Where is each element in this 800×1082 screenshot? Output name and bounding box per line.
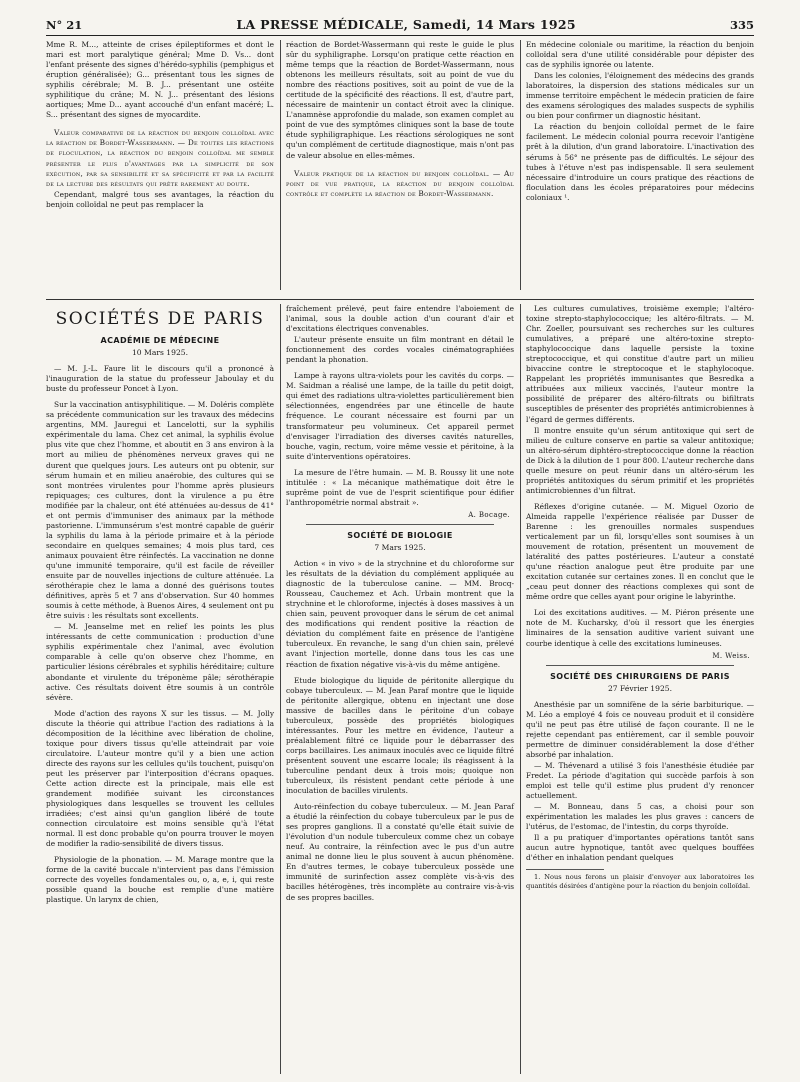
paragraph: Cependant, malgré tous ses avantages, la réaction du benjoin colloïdal ne peut pas remplacer la xyxy=(46,189,274,209)
footnote: 1. Nous nous ferons un plaisir d'envoyer aux laboratoires les quantités désirées d'antigène pour la réaction du benjoin colloïdal. xyxy=(526,873,754,890)
top-column-3 xyxy=(526,40,754,204)
page-header xyxy=(46,10,754,36)
column-divider xyxy=(280,40,281,290)
paragraph: Réflexes d'origine cutanée. — M. Miguel Ozorio de Almeida rappelle l'expérience réalisée par Dusser de Barenne : les grenouilles normales suspendues verticalement par un fil, lorsqu'elles sont soumises à un mouvement de rotation, présentent un mouvement de latéralité des pattes postérieures. L'auteur a constaté qu'une réaction analogue peut être produite par une excitation cutanée sur certaines zones. Il en conclut que le „ceau peut donner des réactions complexes qui sont de même ordre que celles ayant pour origine le labyrinthe. xyxy=(526,501,754,602)
paragraph: — M. Bonneau, dans 5 cas, a choisi pour son expérimentation les malades les plus graves : cancers de l'utérus, de l'estomac, de l'intestin, du corps thyroïde. xyxy=(526,802,754,832)
session-date: 27 Février 1925. xyxy=(607,683,673,693)
paragraph: — M. Jeanselme met en relief les points les plus intéressants de cette communication : production d'une syphilis expérimentale chez l'animal, avec évolution comparable à celle qu'on observe chez l'homme, en particulier lésions cérébrales et syphilis héréditaire; culture abondante et virulente du tréponème pâle; sérothérapie active. Ces résultats doivent être soumis à un contrôle sévère. xyxy=(46,622,274,702)
societes-section xyxy=(46,304,754,1074)
divider xyxy=(546,665,734,666)
section-title: SOCIÉTÉS DE PARIS xyxy=(55,309,265,329)
paragraph: Les cultures cumulatives, troisième exemple; l'altéro-toxine strepto-staphylococcique; les altéro-filtrats. — M. Chr. Zoeller, poursuivant ses recherches sur les cultures cumulatives, a préparé une altéro-toxine strepto-staphylococcique dans laquelle persiste la toxine streptococcique, et qui constitue d'autre part un milieu bivaccine contre le streptocoque et le staphylocoque. Rappelant les propriétés immunisantes que Besredka a attribuées aux milieux vaccinés, l'auteur montre la possibilité de préparer des altéro-filtrats ou bifiltrats susceptibles de présenter des propriétés antimicrobiennes à l'égard de germes différents. xyxy=(526,304,754,424)
column-divider xyxy=(280,304,281,1074)
issue-number: N° 21 xyxy=(46,18,83,32)
paragraph: La mesure de l'être humain. — M. B. Roussy lit une note intitulée : « La mécanique mathématique doit être le suprême point de vue de l'esprit scientifique pour édifier l'anthropométrie normal abstrait ». xyxy=(286,467,514,507)
paragraph: Mode d'action des rayons X sur les tissus. — M. Jolly discute la théorie qui attribue l'action des radiations à la décomposition de la lécithine avec libération de choline, toxique pour divers tissus qu'elle atteindrait par voie circulatoire. L'auteur montre qu'il y a bien une action directe des rayons sur les cellules qu'ils touchent, puisqu'on peut les préserver par l'interposition d'écrans opaques. Cette action directe est la principale, mais elle est grandement modifiée suivant les circonstances physiologiques dans lesquelles se trouvent les cellules irradiées; c'est ainsi qu'un ganglion libéré de toute connection circulatoire est moins sensible qu'à l'état normal. Il est donc probable qu'on pourra trouver le moyen de modifier la radio-sensibilité de divers tissus. xyxy=(46,708,274,849)
top-article xyxy=(46,40,754,295)
section-divider xyxy=(46,299,754,300)
paragraph: Etude biologique du liquide de péritonite allergique du cobaye tuberculeux. — M. Jean Paraf montre que le liquide de péritonite allergique, obtenu en injectant une dose massive de bacilles dans le péritoine d'un cobaye tuberculeux, possède des propriétés biologiques intéressantes. Pour les mettre en évidence, l'auteur a préalablement filtré ce liquide pour le débarrasser des corps bacillaires. Les animaux inoculés avec ce liquide filtré présentent souvent une escarre locale; ils réagissent à la tuberculine pendant deux à trois mois; quoique non tuberculeux, ils résistent pendant cette période à une inoculation de bacilles virulents. xyxy=(286,675,514,796)
paragraph: Valeur pratique de la réaction du benjoin colloïdal. — Au point de vue pratique, la réaction du benjoin colloïdal contrôle et complète la réaction de Bordet-Wassermann. xyxy=(286,168,514,198)
paragraph: fraîchement prélevé, peut faire entendre l'aboiement de l'animal, sous la double action d'un courant d'air et d'excitations électriques convenables. xyxy=(286,304,514,334)
paragraph: Il montre ensuite qu'un sérum antitoxique qui sert de milieu de culture conserve en partie sa valeur antitoxique; un altéro-sérum diphtéro-streptococcique donne la réaction de Dick à la dilution de 1 pour 800. L'auteur recherche dans quelle mesure on peut réunir dans un altéro-sérum les propriétés antitoxiques du sérum primitif et les propriétés antimicrobiennes d'un filtrat. xyxy=(526,425,754,495)
bottom-column-3 xyxy=(526,304,754,891)
signature: M. Weiss. xyxy=(712,651,750,660)
signature: A. Bocage. xyxy=(468,510,510,519)
divider xyxy=(306,524,494,525)
paragraph: La réaction du benjoin colloïdal permet de le faire facilement. Le médecin colonial pourra recevoir l'antigène prêt à la dilution, d'un grand laboratoire. L'inactivation des sérums à 56° ne présente pas de difficultés. Le séjour des tubes à l'étuve n'est pas indispensable. Il sera seulement nécessaire d'introduire un cours pratique des réactions de floculation dans les écoles préparatoires pour médecins coloniaux ¹. xyxy=(526,122,754,202)
bottom-column-1 xyxy=(46,304,274,907)
paragraph: Valeur comparative de la réaction du benjoin colloïdal avec la réaction de Bordet-Wassermann. — De toutes les réactions de floculation, la réaction du benjoin colloïdal me semble présenter le plus d'avantages par la simplicité de son exécution, par sa sensibilité et sa spécificité et par la facilité de la lecture des résultats qui prête rarement au doute. xyxy=(46,128,274,188)
paragraph: Mme R. M..., atteinte de crises épileptiformes et dont le mari est mort paralytique général; Mme D. Vs... dont l'enfant présente des signes d'hérédo-syphilis (pemphigus et éruption généralisée); G... présentant tous les signes de syphilis cérébrale; M. B. J... présentant une ostéite syphilitique du crâne; M. N. J... présentant des lésions aortiques; Mme D... ayant accouché d'un enfant macéré; L. S... présentant des signes de myocardite. xyxy=(46,40,274,120)
paragraph: Action « in vivo » de la strychnine et du chloroforme sur les résultats de la déviation du complément appliquée au diagnostic de la tuberculose canine. — MM. Brocq-Rousseau, Cauchemez et Ach. Urbain montrent que la strychnine et le chloroforme, injectés à doses massives à un chien sain, peuvent provoquer dans le sérum de cet animal des modifications qui rendent positive la réaction de déviation du complément faite en présence de l'antigène tuberculeux. En revanche, le sang d'un chien sain, prélevé avant l'injection mortelle, donne dans tous les cas une réaction de fixation négative vis-à-vis du même antigène. xyxy=(286,559,514,669)
paragraph: Auto-réinfection du cobaye tuberculeux. — M. Jean Paraf a étudié la réinfection du cobaye tuberculeux par le pus de ses propres ganglions. Il a constaté qu'elle était suivie de l'évolution d'un nodule tuberculeux comme chez un cobaye neuf. Au contraire, la réinfection avec le pus d'un autre animal ne donne lieu le plus souvent à aucun phénomène. En d'autres termes, le cobaye tuberculeux possède une immunité de surinfection assez complète vis-à-vis des bacilles hétérogènes, très incomplète au contraire vis-à-vis de ses propres bacilles. xyxy=(286,802,514,902)
paragraph: En médecine coloniale ou maritime, la réaction du benjoin colloïdal sera d'une utilité considérable pour dépister des cas de syphilis ignorée ou latente. xyxy=(526,40,754,70)
session-date: 7 Mars 1925. xyxy=(374,542,426,552)
paragraph: Loi des excitations auditives. — M. Piéron présente une note de M. Kucharsky, d'où il ressort que les énergies liminaires de la sensation auditive varient suivant une courbe identique à celle des excitations lumineuses. xyxy=(526,608,754,648)
top-column-2 xyxy=(286,40,514,200)
society-heading: SOCIÉTÉ DES CHIRURGIENS DE PARIS xyxy=(550,671,730,681)
journal-title: LA PRESSE MÉDICALE, Samedi, 14 Mars 1925 xyxy=(236,17,576,32)
bottom-column-2 xyxy=(286,304,514,904)
society-heading: SOCIÉTÉ DE BIOLOGIE xyxy=(347,530,453,540)
paragraph: Lampe à rayons ultra-violets pour les cavités du corps. — M. Saidman a réalisé une lampe, de la taille du petit doigt, qui émet des radiations ultra-violettes particulièrement bien sélectionnées, engendrées par une étincelle de haute fréquence. Le courant nécessaire est fourni par un transformateur peu volumineux. Cet appareil permet d'envisager l'irradiation des diverses cavités naturelles, bouche, vagin, rectum, voire même vessie et péritoine, à la suite d'interventions opératoires. xyxy=(286,371,514,461)
paragraph: L'auteur présente ensuite un film montrant en détail le fonctionnement des cordes vocales cinématographiées pendant la phonation. xyxy=(286,335,514,365)
paragraph: — M. J.-L. Faure lit le discours qu'il a prononcé à l'inauguration de la statue du professeur Jaboulay et du buste du professeur Poncet à Lyon. xyxy=(46,364,274,394)
paragraph: Dans les colonies, l'éloignement des médecins des grands laboratoires, la dispersion des stations médicales sur un immense territoire empêchent le médecin praticien de faire des examens sérologiques des malades suspects de syphilis ou bien pour confirmer un diagnostic hésitant. xyxy=(526,71,754,121)
session-date: 10 Mars 1925. xyxy=(131,348,189,358)
paragraph: réaction de Bordet-Wassermann qui reste le guide le plus sûr du syphiligraphe. Lorsqu'on pratique cette réaction en même temps que la réaction de Bordet-Wassermann, nous obtenons les meilleurs résultats, soit au point de vue du nombre des réactions positives, soit au point de vue de la certitude de la spécificité des réactions. Il est, d'autre part, nécessaire de maintenir un contact étroit avec la clinique. L'anamnèse approfondie du malade, son examen complet au point de vue des symptômes cliniques sont la base de toute étude syphiligraphique. Les réactions sérologiques ne sont qu'un complément de certitude diagnostique, mais n'ont pas de valeur absolue en elles-mêmes. xyxy=(286,40,514,160)
paragraph: Physiologie de la phonation. — M. Marage montre que la forme de la cavité buccale n'intervient pas dans l'émission correcte des voyelles fondamentales ou, o, a, e, i, qui reste possible quand la bouche est remplie d'une matière plastique. Un larynx de chien, xyxy=(46,855,274,905)
paragraph: Il a pu pratiquer d'importantes opérations tantôt sans aucun autre hypnotique, tantôt avec quelques bouffées d'éther en inhalation pendant quelques xyxy=(526,833,754,863)
top-column-1 xyxy=(46,40,274,211)
footnote-rule xyxy=(526,869,604,870)
page-number: 335 xyxy=(729,18,754,32)
society-heading: ACADÉMIE DE MÉDECINE xyxy=(100,336,220,345)
paragraph: Anesthésie par un somnifène de la série barbiturique. — M. Léo a employé 4 fois ce nouveau produit et il considère qu'il ne peut pas être utilisé de façon courante. Il ne le rejette cependant pas entièrement, car il semble pouvoir permettre de diminuer considérablement la dose d'éther absorbé par inhalation. xyxy=(526,699,754,759)
column-divider xyxy=(520,40,521,290)
column-divider xyxy=(520,304,521,1074)
paragraph: — M. Thévenard a utilisé 3 fois l'anesthésie étudiée par Fredet. La période d'agitation qui succède parfois à son emploi est telle qu'il estime plus prudent d'y renoncer actuellement. xyxy=(526,760,754,801)
paragraph: Sur la vaccination antisyphilitique. — M. Doléris complète sa précédente communication sur les travaux des médecins argentins, MM. Jauregui et Lancelotti, sur la syphilis expérimentale du lama. Chez cet animal, la syphilis évolue plus vite que chez l'homme, et aboutit en 3 ans environ à la mort au milieu de phénomènes nerveux graves qui ne durent que quelques jours. Les auteurs ont pu obtenir, sur sérum humain et en milieu anaérobie, des cultures qui se sont montrées virulentes pour l'homme après plusieurs repiquages; ces cultures, dont la virulence a pu être modifiée par la chaleur, ont été atténuées au-dessus de 41° et ont permis d'immuniser des animaux par la méthode pastorienne. L'immunsérum s'est montré capable de guérir la syphilis du lama à la période primaire et à la période secondaire en quelques semaines; 4 mois plus tard, ces animaux pouvaient être réinfectés. La vaccination ne donne qu'une immunité temporaire, qu'il est facile de réveiller ensuite par de nouvelles injections de culture atténuée. La sérothérapie chez le lama a donné des guérisons toutes définitives, après 5 et 7 ans d'observation. Sur 40 hommes soumis à cette méthode, à Buenos Aires, 4 seulement ont pu être suivis : les résultats sont excellents. xyxy=(46,400,274,621)
